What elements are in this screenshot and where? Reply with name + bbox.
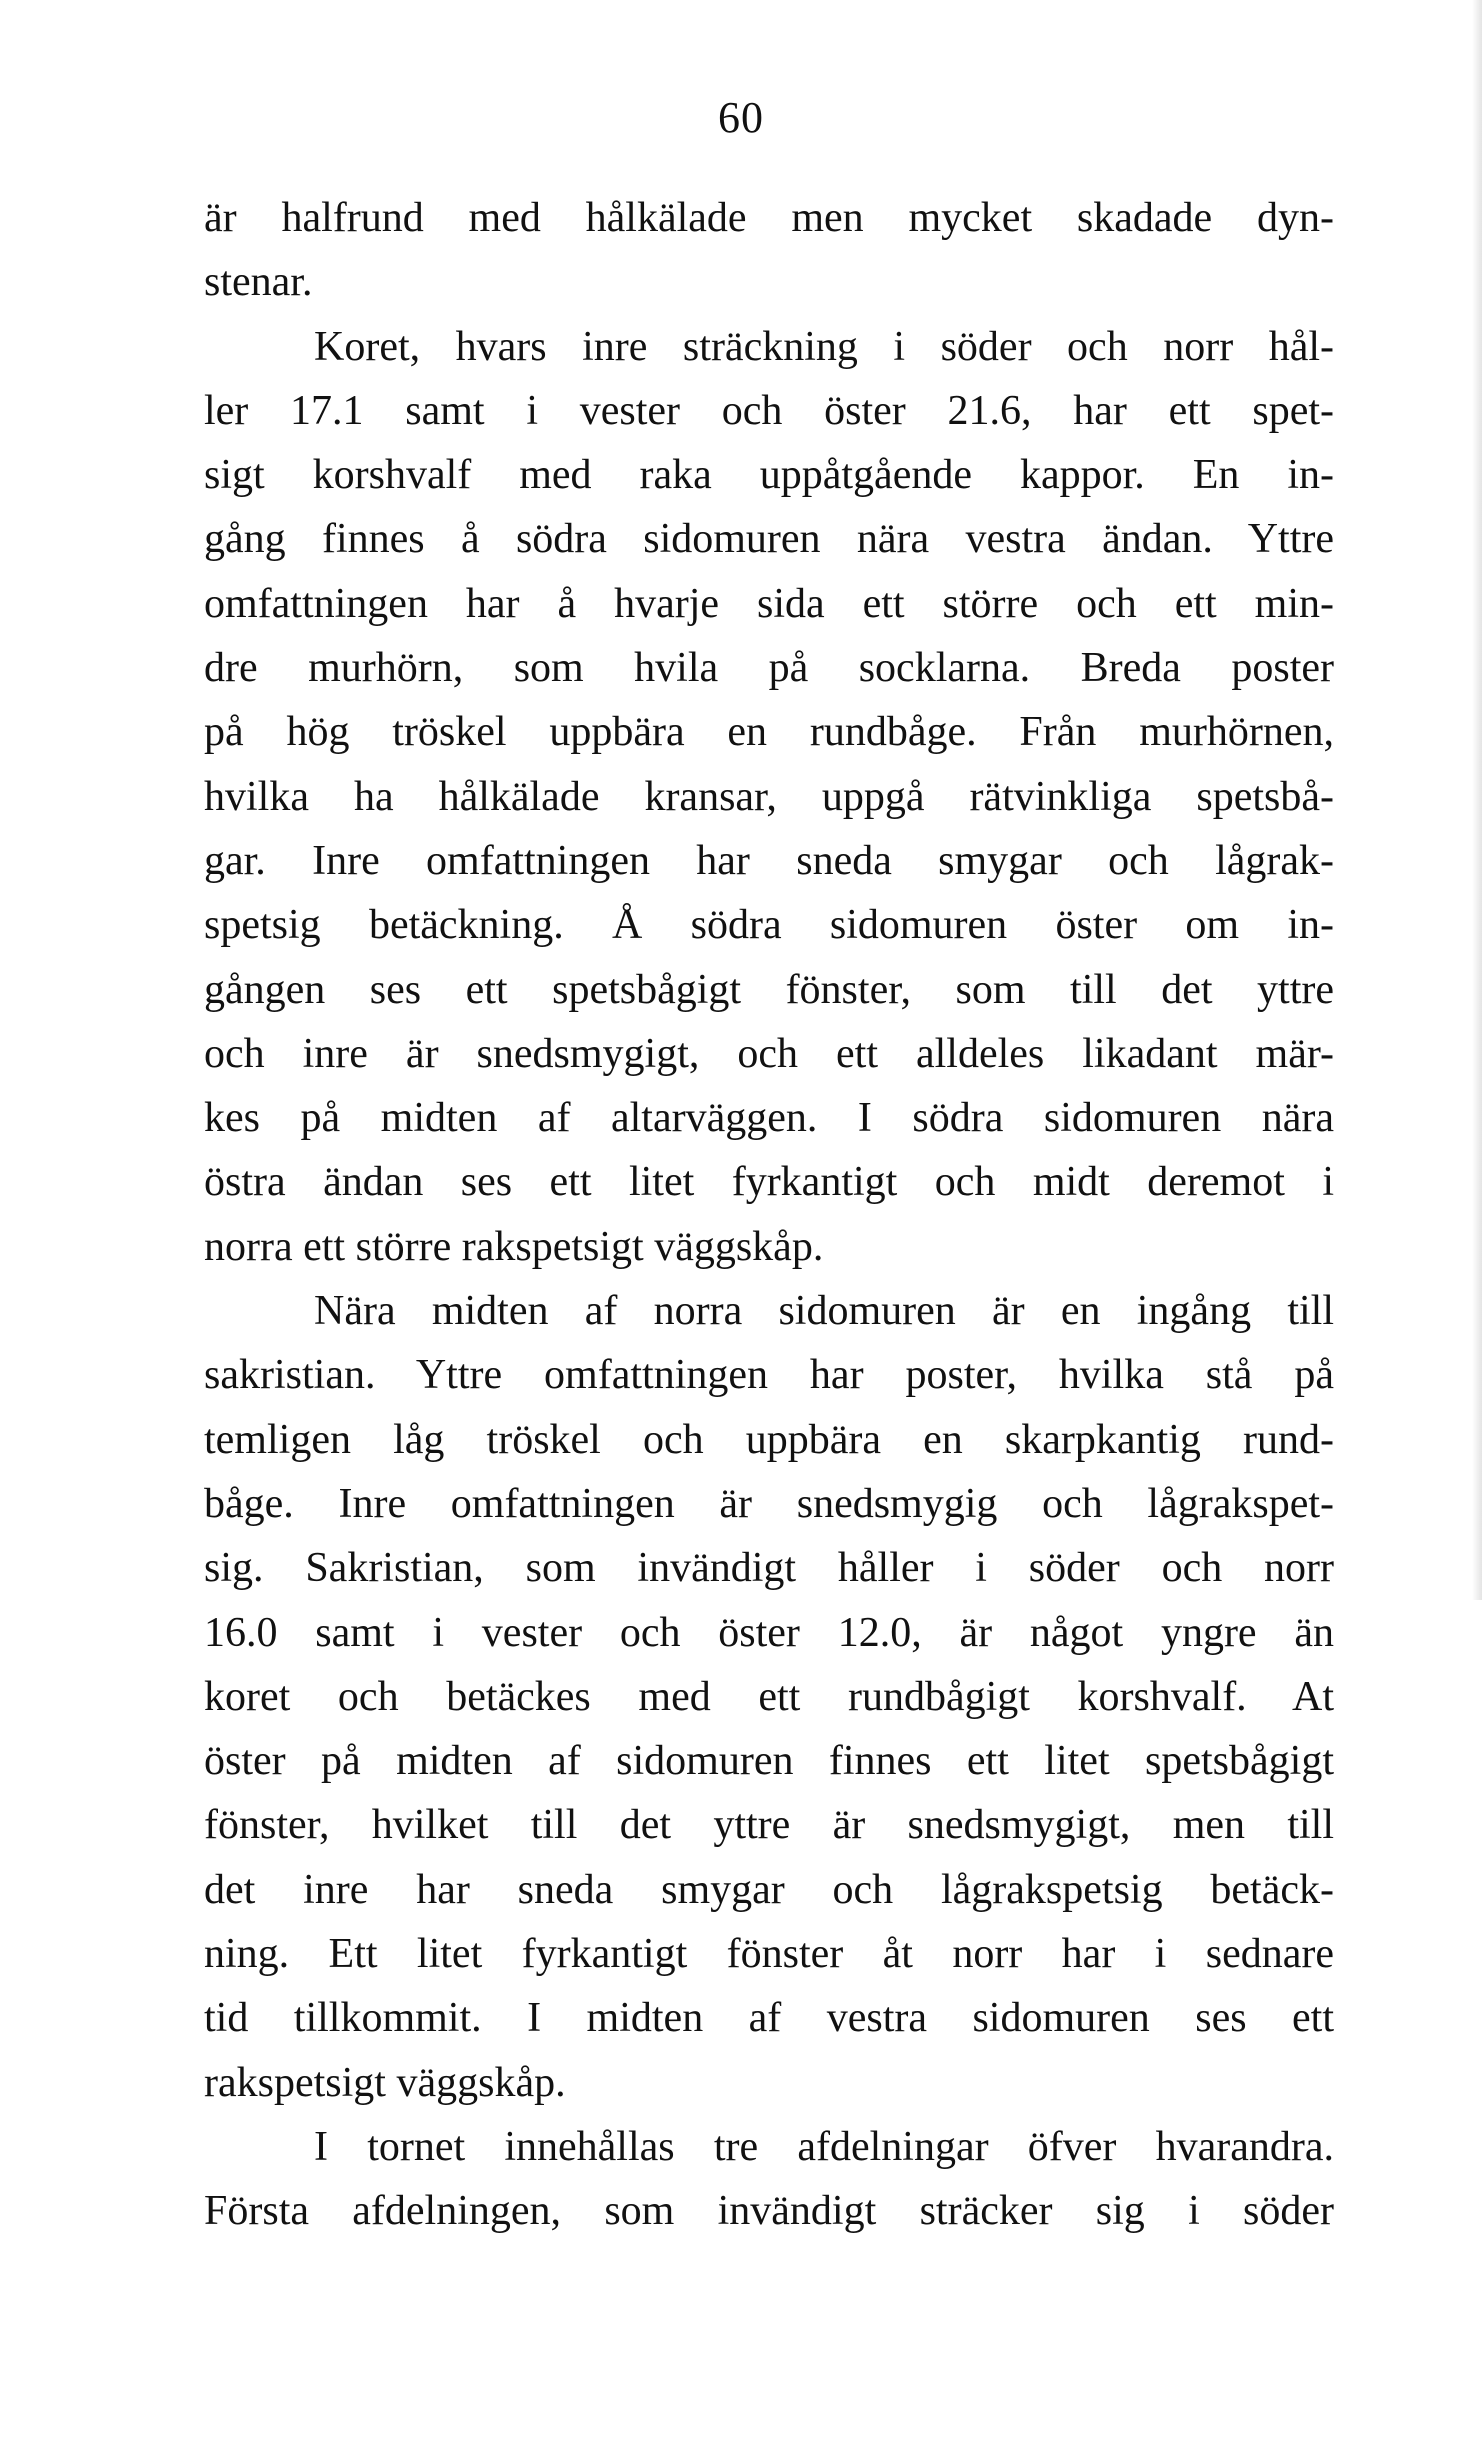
text-line: spetsig betäckning. Å södra sidomuren öster om in- [204,902,1334,949]
text-line: koret och betäckes med ett rundbågigt korshvalf. At [204,1673,1334,1720]
page-edge-shadow [1472,0,1482,1600]
text-line: omfattningen har å hvarje sida ett större och ett min- [204,580,1334,627]
text-line: dre murhörn, som hvila på socklarna. Breda poster [204,645,1334,692]
text-line: Nära midten af norra sidomuren är en ingång till [314,1288,1334,1335]
text-line: 16.0 samt i vester och öster 12.0, är något yngre än [204,1609,1334,1656]
body-text [204,186,1334,2244]
page-number: 60 [718,93,764,142]
text-line: sakristian. Yttre omfattningen har poster, hvilka stå på [204,1352,1334,1399]
text-line: är halfrund med hålkälade men mycket skadade dyn- [204,195,1334,241]
text-line: på hög tröskel uppbära en rundbåge. Från murhörnen, [204,709,1334,756]
text-line: temligen låg tröskel och uppbära en skarpkantig rund- [204,1416,1334,1463]
text-line: och inre är snedsmygigt, och ett alldeles likadant mär- [204,1030,1334,1077]
text-line: öster på midten af sidomuren finnes ett litet spetsbågigt [204,1738,1334,1785]
text-line: stenar. [204,259,313,306]
text-line: båge. Inre omfattningen är snedsmygig och lågrakspet- [204,1480,1334,1527]
text-line: det inre har sneda smygar och lågrakspetsig betäck- [204,1866,1334,1913]
text-line: ler 17.1 samt i vester och öster 21.6, har ett spet- [204,387,1334,434]
text-line: sigt korshvalf med raka uppåtgående kappor. En in- [204,452,1334,499]
text-line: rakspetsigt väggskåp. [204,2059,566,2106]
text-line: gången ses ett spetsbågigt fönster, som till det yttre [204,966,1334,1013]
text-line: tid tillkommit. I midten af vestra sidomuren ses ett [204,1995,1334,2042]
text-line: östra ändan ses ett litet fyrkantigt och midt deremot i [204,1159,1334,1206]
text-line: Första afdelningen, som invändigt sträcker sig i söder [204,2188,1334,2235]
text-line: ning. Ett litet fyrkantigt fönster åt norr har i sednare [204,1931,1334,1978]
text-line: sig. Sakristian, som invändigt håller i söder och norr [204,1545,1334,1592]
text-line: gång finnes å södra sidomuren nära vestra ändan. Yttre [204,516,1334,563]
text-line: kes på midten af altarväggen. I södra sidomuren nära [204,1095,1334,1142]
text-line: fönster, hvilket till det yttre är snedsmygigt, men till [204,1802,1334,1849]
text-line: gar. Inre omfattningen har sneda smygar och lågrak- [204,837,1334,884]
text-line: hvilka ha hålkälade kransar, uppgå rätvinkliga spetsbå- [204,773,1334,820]
text-line: I tornet innehållas tre afdelningar öfver hvarandra. [314,2123,1334,2170]
text-line: norra ett större rakspetsigt väggskåp. [204,1223,824,1270]
text-line: Koret, hvars inre sträckning i söder och norr hål- [314,323,1334,370]
